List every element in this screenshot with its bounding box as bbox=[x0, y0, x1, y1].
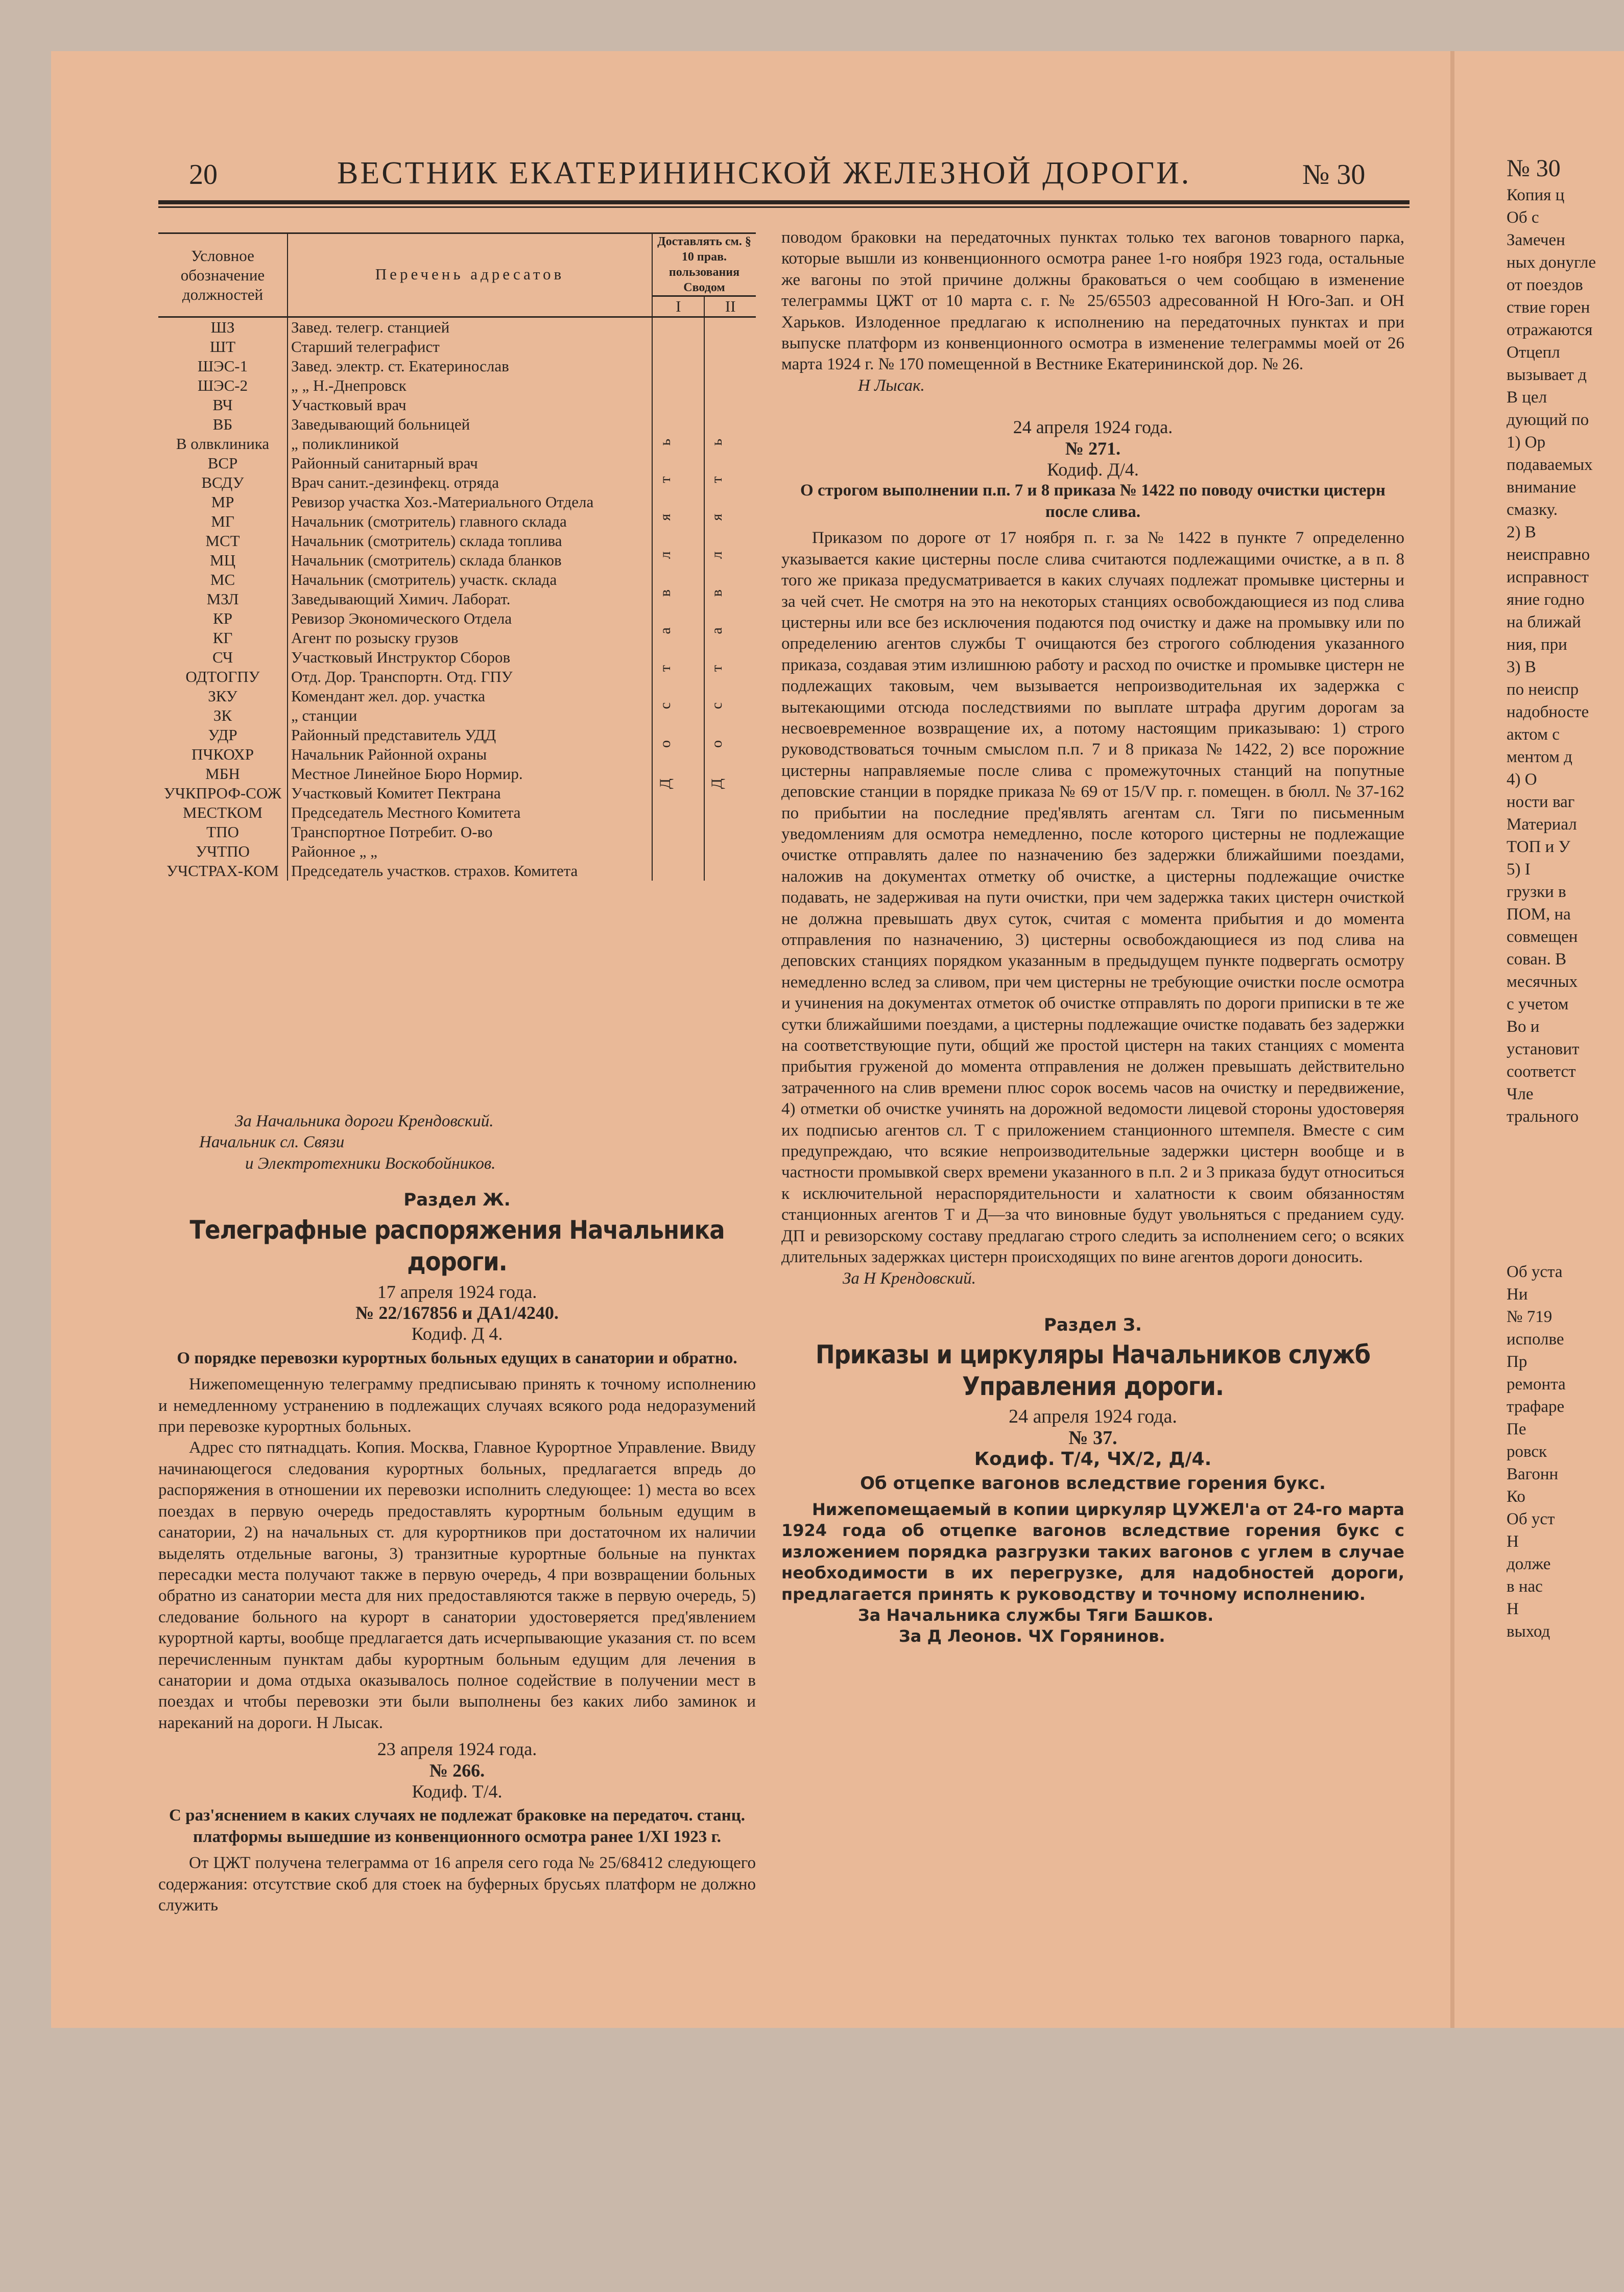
addressee-name: Ревизор Экономического Отдела bbox=[288, 609, 652, 628]
fragment-line: ных донугле bbox=[1507, 253, 1596, 272]
designation-code: МГ bbox=[158, 512, 288, 531]
fragment-line: трального bbox=[1507, 1107, 1579, 1126]
fragment-line: ствие горен bbox=[1507, 298, 1590, 317]
section-zh-title: Телеграфные распоряжения Начальника дороги. bbox=[189, 1215, 725, 1277]
addressee-name: Ревизор участка Хоз.-Материального Отдела bbox=[288, 492, 652, 512]
fragment-line: № 719 bbox=[1507, 1308, 1553, 1326]
order-271-subject: О строгом выполнении п.п. 7 и 8 приказа № 1422 по поводу очистки цистерн после слива. bbox=[800, 481, 1386, 521]
addressee-name: „ станции bbox=[288, 706, 652, 725]
th-sub-2: II bbox=[704, 296, 756, 317]
column-1 bbox=[158, 1111, 756, 1916]
fragment-line: совмещен bbox=[1507, 928, 1578, 946]
fragment-line: ПОМ, на bbox=[1507, 905, 1571, 924]
order-266-sign: Н Лысак. bbox=[858, 376, 925, 395]
designation-code: ЗКУ bbox=[158, 687, 288, 706]
section-z-label: Раздел З. bbox=[1044, 1314, 1142, 1335]
order-271-codif: Кодиф. Д/4. bbox=[1047, 459, 1139, 480]
addressee-name: Председатель участков. страхов. Комитета bbox=[288, 861, 652, 881]
addressee-name: Районное „ „ bbox=[288, 842, 652, 861]
addressee-name: Комендант жел. дор. участка bbox=[288, 687, 652, 706]
fragment-line: Копия ц bbox=[1507, 186, 1565, 204]
fragment-line: актом с bbox=[1507, 725, 1560, 744]
fragment-line: Об уста bbox=[1507, 1263, 1563, 1281]
designation-code: МБН bbox=[158, 764, 288, 784]
order-37-body: Нижепомещаемый в копии циркуляр ЦУЖЕЛ'а от 24-го марта 1924 года об отцепке вагонов вследствие горения букс с изложением порядка разгрузки таких вагонов с углем в случае необходимости в их перегрузке, для надобностей дороги, предлагается принять к руководству и точному исполнению. bbox=[781, 1499, 1404, 1604]
page-number: 20 bbox=[189, 159, 218, 191]
designation-code: ВБ bbox=[158, 415, 288, 434]
fragment-line: Вагонн bbox=[1507, 1465, 1559, 1483]
addressee-name: Начальник (смотритель) склада бланков bbox=[288, 551, 652, 570]
fragment-line: ровск bbox=[1507, 1443, 1547, 1461]
addressee-name: Начальник (смотритель) главного склада bbox=[288, 512, 652, 531]
designation-code: ВСДУ bbox=[158, 473, 288, 492]
designation-code: В олвклиника bbox=[158, 434, 288, 454]
addressee-name: „ „ Н.-Днепровск bbox=[288, 376, 652, 395]
th-addressees: Перечень адресатов bbox=[288, 233, 652, 317]
fragment-line: 5) I bbox=[1507, 860, 1531, 879]
order-266-subject: С раз'яснением в каких случаях не подлежат браковке на передаточ. станц. платформы вышедшие из конвенционного осмотра ранее 1/XI 1923 г. bbox=[169, 1806, 745, 1846]
addressee-table bbox=[158, 232, 756, 881]
fragment-line: ТОП и У bbox=[1507, 838, 1570, 856]
order-266-body-cont: поводом браковки на передаточных пунктах только тех вагонов товарного парка, которые вышли из конвенционного осмотра ранее 1-го ноября 1923 года, остальные же вагоны по этой причине должны браковаться о чем сообщаю в изменение телеграммы ЦЖТ от 10 марта с. г. № 25/65503 адресованной Н Юго-Зап. и ОН Харьков. Излоденное предлагаю к исполнению на передаточных пунктах и при выпуске платформ из конвенционного осмотра в изменение телеграммы моей от 26 марта 1924 г. № 170 помещенной в Вестнике Екатерининской дор. № 26. bbox=[781, 228, 1404, 374]
fragment-line: Пр bbox=[1507, 1353, 1527, 1371]
page-header bbox=[158, 153, 1415, 202]
fragment-line: ния, при bbox=[1507, 635, 1567, 654]
fragment-line: 4) О bbox=[1507, 770, 1537, 789]
order-body-2: Адрес сто пятнадцать. Копия. Москва, Главное Курортное Управление. Ввиду начинающегося следования курортных больных, предлагается впредь до распоряжения в отношении их перевозки исполнить следующее: 1) места во всех поездах в первую очередь предоставлять курортным больным едущим в санатории, 2) на начальных ст. для курортников при достаточном их наличии выделять отдельные вагоны, 3) транзитные курортные больные на пунктах пересадки места получают также в первую очередь, 4 при возвращении больных обратно из санатории места для них предоставляются также в первую очередь, 5) следование больного на курорт в санатории удостоверяется пред'явлением курортной карты, вообще предлагается дать исчерпывающие указания ст. по всем перечисленным пунктам дабы курортным больным едущим для лечения в санатории и дома отдыха оказывалось полное содействие в получении мест в поездах и чтобы перевозки эти были выполнены без каких либо заминок и нареканий на дороги. Н Лысак. bbox=[158, 1438, 756, 1732]
fragment-line: подаваемых bbox=[1507, 456, 1593, 474]
fragment-line: неисправно bbox=[1507, 546, 1590, 564]
signature-line-1: За Начальника дороги Крендовский. bbox=[235, 1112, 494, 1130]
addressee-name: Районный представитель УДД bbox=[288, 725, 652, 745]
addressee-name: Участковый Комитет Пектрана bbox=[288, 784, 652, 803]
order-271-sign: За Н Крендовский. bbox=[843, 1269, 976, 1288]
addressee-name: Врач санит.-дезинфекц. отряда bbox=[288, 473, 652, 492]
adjacent-page-lower bbox=[1507, 1261, 1624, 1643]
fragment-line: Отцепл bbox=[1507, 343, 1560, 362]
publication-title: ВЕСТНИК ЕКАТЕРИНИНСКОЙ ЖЕЛЕЗНОЙ ДОРОГИ. bbox=[337, 156, 1191, 191]
addressee-name: Завед. телегр. станцией bbox=[288, 317, 652, 338]
addressee-name: Отд. Дор. Транспортн. Отд. ГПУ bbox=[288, 667, 652, 687]
order-266-codif: Кодиф. Т/4. bbox=[412, 1781, 503, 1802]
designation-code: МЕСТКОМ bbox=[158, 803, 288, 822]
addressee-name: Участковый врач bbox=[288, 395, 652, 415]
section-z-title: Приказы и циркуляры Начальников служб Управления дороги. bbox=[815, 1340, 1371, 1402]
addressee-name: Местное Линейное Бюро Нормир. bbox=[288, 764, 652, 784]
order-37-number: № 37. bbox=[1068, 1427, 1117, 1449]
designation-code: ЗК bbox=[158, 706, 288, 725]
fragment-line: Во и bbox=[1507, 1018, 1540, 1036]
table-row bbox=[158, 317, 756, 338]
order-271-number: № 271. bbox=[1065, 438, 1121, 459]
designation-code: УЧТПО bbox=[158, 842, 288, 861]
fragment-line: Ни bbox=[1507, 1285, 1528, 1304]
fragment-line: соответст bbox=[1507, 1062, 1576, 1081]
fragment-line: с учетом bbox=[1507, 995, 1569, 1013]
designation-code: ШЭС-1 bbox=[158, 357, 288, 376]
order-37-subject: Об отцепке вагонов вследствие горения букс. bbox=[860, 1473, 1326, 1494]
fragment-line: вызывает д bbox=[1507, 366, 1587, 384]
fragment-line: исправност bbox=[1507, 568, 1589, 586]
delivery-mark-1: Доставлять bbox=[652, 317, 704, 881]
order-subject: О порядке перевозки курортных больных едущих в санатории и обратно. bbox=[177, 1349, 737, 1367]
fragment-line: дующий по bbox=[1507, 411, 1589, 429]
th-sub-1: I bbox=[652, 296, 704, 317]
order-266-body: От ЦЖТ получена телеграмма от 16 апреля сего года № 25/68412 следующего содержания: отсутствие скоб для стоек на буферных брусьях платформ не должно служить bbox=[158, 1854, 756, 1915]
fragment-line: Пе bbox=[1507, 1420, 1526, 1438]
order-37-codif: Кодиф. Т/4, ЧХ/2, Д/4. bbox=[974, 1449, 1212, 1470]
order-date: 17 апреля 1924 года. bbox=[377, 1281, 537, 1302]
fragment-line: Об с bbox=[1507, 208, 1539, 227]
addressee-name: Начальник Районной охраны bbox=[288, 745, 652, 764]
addressee-name: Заведывающий больницей bbox=[288, 415, 652, 434]
fragment-line: ментом д bbox=[1507, 748, 1572, 766]
adjacent-page-fragment bbox=[1507, 153, 1624, 1643]
addressee-name: Участковый Инструктор Сборов bbox=[288, 648, 652, 667]
addressee-name: Агент по розыску грузов bbox=[288, 628, 652, 648]
addressee-name: Завед. электр. ст. Екатеринослав bbox=[288, 357, 652, 376]
fragment-line: В цел bbox=[1507, 388, 1547, 407]
designation-code: УДР bbox=[158, 725, 288, 745]
fragment-line: внимание bbox=[1507, 478, 1577, 497]
fragment-line: Ко bbox=[1507, 1487, 1525, 1506]
fragment-line: отражаются bbox=[1507, 321, 1593, 339]
fragment-line: 3) В bbox=[1507, 658, 1536, 676]
addressee-name: „ поликлиникой bbox=[288, 434, 652, 454]
designation-code: ПЧКОХР bbox=[158, 745, 288, 764]
order-37-date: 24 апреля 1924 года. bbox=[1009, 1406, 1177, 1428]
fragment-line: Материал bbox=[1507, 815, 1577, 834]
fragment-line: ремонта bbox=[1507, 1375, 1566, 1393]
fragment-line: грузки в bbox=[1507, 883, 1566, 901]
addressee-name: Заведывающий Химич. Лаборат. bbox=[288, 589, 652, 609]
fragment-line: 1) Ор bbox=[1507, 433, 1546, 452]
designation-code: УЧКПРОФ-СОЖ bbox=[158, 784, 288, 803]
fragment-line: в нас bbox=[1507, 1577, 1543, 1596]
designation-code: МС bbox=[158, 570, 288, 589]
addressee-name: Старший телеграфист bbox=[288, 337, 652, 357]
designation-code: ШЗ bbox=[158, 317, 288, 338]
designation-code: ОДТОГПУ bbox=[158, 667, 288, 687]
delivery-mark-2: Доставлять bbox=[708, 408, 726, 789]
column-2 bbox=[781, 227, 1404, 1647]
signature-line-3: и Электротехники Воскобойников. bbox=[245, 1154, 496, 1173]
fragment-line: исполве bbox=[1507, 1330, 1564, 1349]
designation-code: МР bbox=[158, 492, 288, 512]
designation-code: КР bbox=[158, 609, 288, 628]
designation-code: ВЧ bbox=[158, 395, 288, 415]
order-266-number: № 266. bbox=[429, 1760, 485, 1781]
fragment-line: 2) В bbox=[1507, 523, 1536, 541]
order-266-date: 23 апреля 1924 года. bbox=[377, 1739, 537, 1760]
signature-line-2: Начальник сл. Связи bbox=[199, 1133, 345, 1152]
addressee-name: Начальник (смотритель) склада топлива bbox=[288, 531, 652, 551]
designation-code: МЗЛ bbox=[158, 589, 288, 609]
order-37-sign-2: За Д Леонов. ЧХ Горянинов. bbox=[899, 1626, 1165, 1646]
fragment-line: по неиспр bbox=[1507, 680, 1579, 699]
fragment-line: месячных bbox=[1507, 973, 1578, 991]
addressee-name: Районный санитарный врач bbox=[288, 454, 652, 473]
order-271-body: Приказом по дороге от 17 ноября п. г. за № 1422 в пункте 7 определенно указывается какие цистерны после слива считаются подлежащими очистке, а в п. 8 того же приказа предусматривается в каких случаях подлежат промывке цистерны и за чей счет. Не смотря на это на некоторых станциях освобождающиеся из под слива цистерны или все без исключения подаются под очистку и даже на промывку или по определению агентов службы Т очищаются без строгого соблюдения указанного приказа, создавая этим излишнюю работу и расход по очистке и промывке цистерн не подлежащих таковым, чем вызывается непроизводительная их задержка с вытекающими отсюда последствиями по выплате штрафа другим дорогам за несвоевременное возвращение их, а потому настоящим приказываю: 1) строго руководствоваться точным смыслом п.п. 7 и 8 приказа № 1422, 2) все порожние цистерны направляемые после слива с промежуточных станций на попутные деповские станции в порядке приказа № 69 от 15/V пр. г. помещен. в бюлл. № 37-162 по прибытии на последние пред'являть агентам сл. Тяги по письменным уведомлениям для осмотра немедленно, после которого цистерны не подлежащие очистке отправлять далее по назначению без задержки ближайшими поездами, наложив на документах отметку об очистке, а цистерны подлежащие очистке подавать, не задерживая на пути очистки, при чем задержка таких цистерн очисткой не должна превышать двух суток, считая с момента прибытия и до момента отправления по назначению, 3) цистерны освобождающиеся из под слива на деповских станциях порядком указанным в предыдущем пункте подвергать осмотру немедленно вслед за сливом, при чем цистерны не требующие очистки после осмотра и учинения на документах отметок об очистке отправлять по дороги приписки в те же сутки ближайшими поездами, а цистерны подлежащие очистке подавать без задержки на соответствующие пути, общий же простой цистерн на таких станциях с момента прибытия груженой до момента отправления не должен превышать действительно затраченного на слив времени плюс сорок восемь часов на очистку и передвижение, 4) отметки об очистке учинять на дорожной ведомости лицевой стороны удостоверяя их подписью агентов сл. Т с приложением станционного штемпеля. Вместе с сим предупреждаю, что всякие непроизводительные задержки цистерн вообще и в частности промывкой сверх времени указанного в п.п. 2 и 3 приказа будут относиться к исключительной нераспорядительности и халатности к своим обязанностям станционных агентов Т и Д—за что виновные будут увольняться с преданием суду. ДП и ревизорскому составу предлагаю строго следить за исполнением сего; о всяких длительных задержках цистерн происходящих по вине агентов дороги доносить. bbox=[781, 529, 1404, 1267]
designation-code: МСТ bbox=[158, 531, 288, 551]
designation-code: ТПО bbox=[158, 822, 288, 842]
fragment-line: ности ваг bbox=[1507, 793, 1575, 811]
addressee-name: Транспортное Потребит. О-во bbox=[288, 822, 652, 842]
header-rule-thin bbox=[158, 206, 1410, 208]
th-delivery: Доставлять см. § 10 прав. пользования Сводом bbox=[652, 233, 756, 296]
fragment-line: смазку. bbox=[1507, 501, 1558, 519]
page-fold bbox=[1450, 51, 1454, 2028]
addressee-name: Председатель Местного Комитета bbox=[288, 803, 652, 822]
fragment-line: от поездов bbox=[1507, 276, 1583, 294]
fragment-line: яние годно bbox=[1507, 590, 1585, 609]
order-37-sign-1: За Начальника службы Тяги Башков. bbox=[858, 1605, 1214, 1625]
designation-code: ВСР bbox=[158, 454, 288, 473]
th-designation: Условное обозначение должностей bbox=[158, 233, 288, 317]
designation-code: ШТ bbox=[158, 337, 288, 357]
order-codif: Кодиф. Д 4. bbox=[411, 1324, 503, 1344]
fragment-line: сован. В bbox=[1507, 950, 1567, 968]
order-body-1: Нижепомещенную телеграмму предписываю принять к точному исполнению и немедленному устранению в подлежащих случаях всякого рода недоразумений при перевозке курортных больных. bbox=[158, 1375, 756, 1436]
fragment-line: Чле bbox=[1507, 1085, 1534, 1103]
designation-code: ШЭС-2 bbox=[158, 376, 288, 395]
fragment-line: на ближай bbox=[1507, 613, 1581, 631]
fragment-line: надобносте bbox=[1507, 703, 1589, 721]
fragment-line: установит bbox=[1507, 1040, 1580, 1058]
issue-number: № 30 bbox=[1302, 159, 1366, 191]
designation-code: КГ bbox=[158, 628, 288, 648]
adjacent-page-lines bbox=[1507, 153, 1624, 1128]
header-rule bbox=[158, 200, 1410, 204]
order-271-date: 24 апреля 1924 года. bbox=[1013, 417, 1173, 438]
addressee-rows bbox=[158, 317, 756, 881]
fragment-line: № 30 bbox=[1507, 155, 1561, 182]
fragment-line: Н bbox=[1507, 1532, 1519, 1551]
fragment-line: Замечен bbox=[1507, 231, 1565, 249]
addressee-name: Начальник (смотритель) участк. склада bbox=[288, 570, 652, 589]
fragment-line: трафаре bbox=[1507, 1398, 1565, 1416]
order-number: № 22/167856 и ДА1/4240. bbox=[355, 1303, 559, 1324]
fragment-line: Н bbox=[1507, 1600, 1519, 1618]
designation-code: МЦ bbox=[158, 551, 288, 570]
fragment-line: Об уст bbox=[1507, 1510, 1555, 1528]
fragment-line: долже bbox=[1507, 1555, 1551, 1573]
designation-code: СЧ bbox=[158, 648, 288, 667]
designation-code: УЧСТРАХ-КОМ bbox=[158, 861, 288, 881]
section-zh-label: Раздел Ж. bbox=[403, 1190, 511, 1211]
fragment-line: выход bbox=[1507, 1622, 1550, 1641]
